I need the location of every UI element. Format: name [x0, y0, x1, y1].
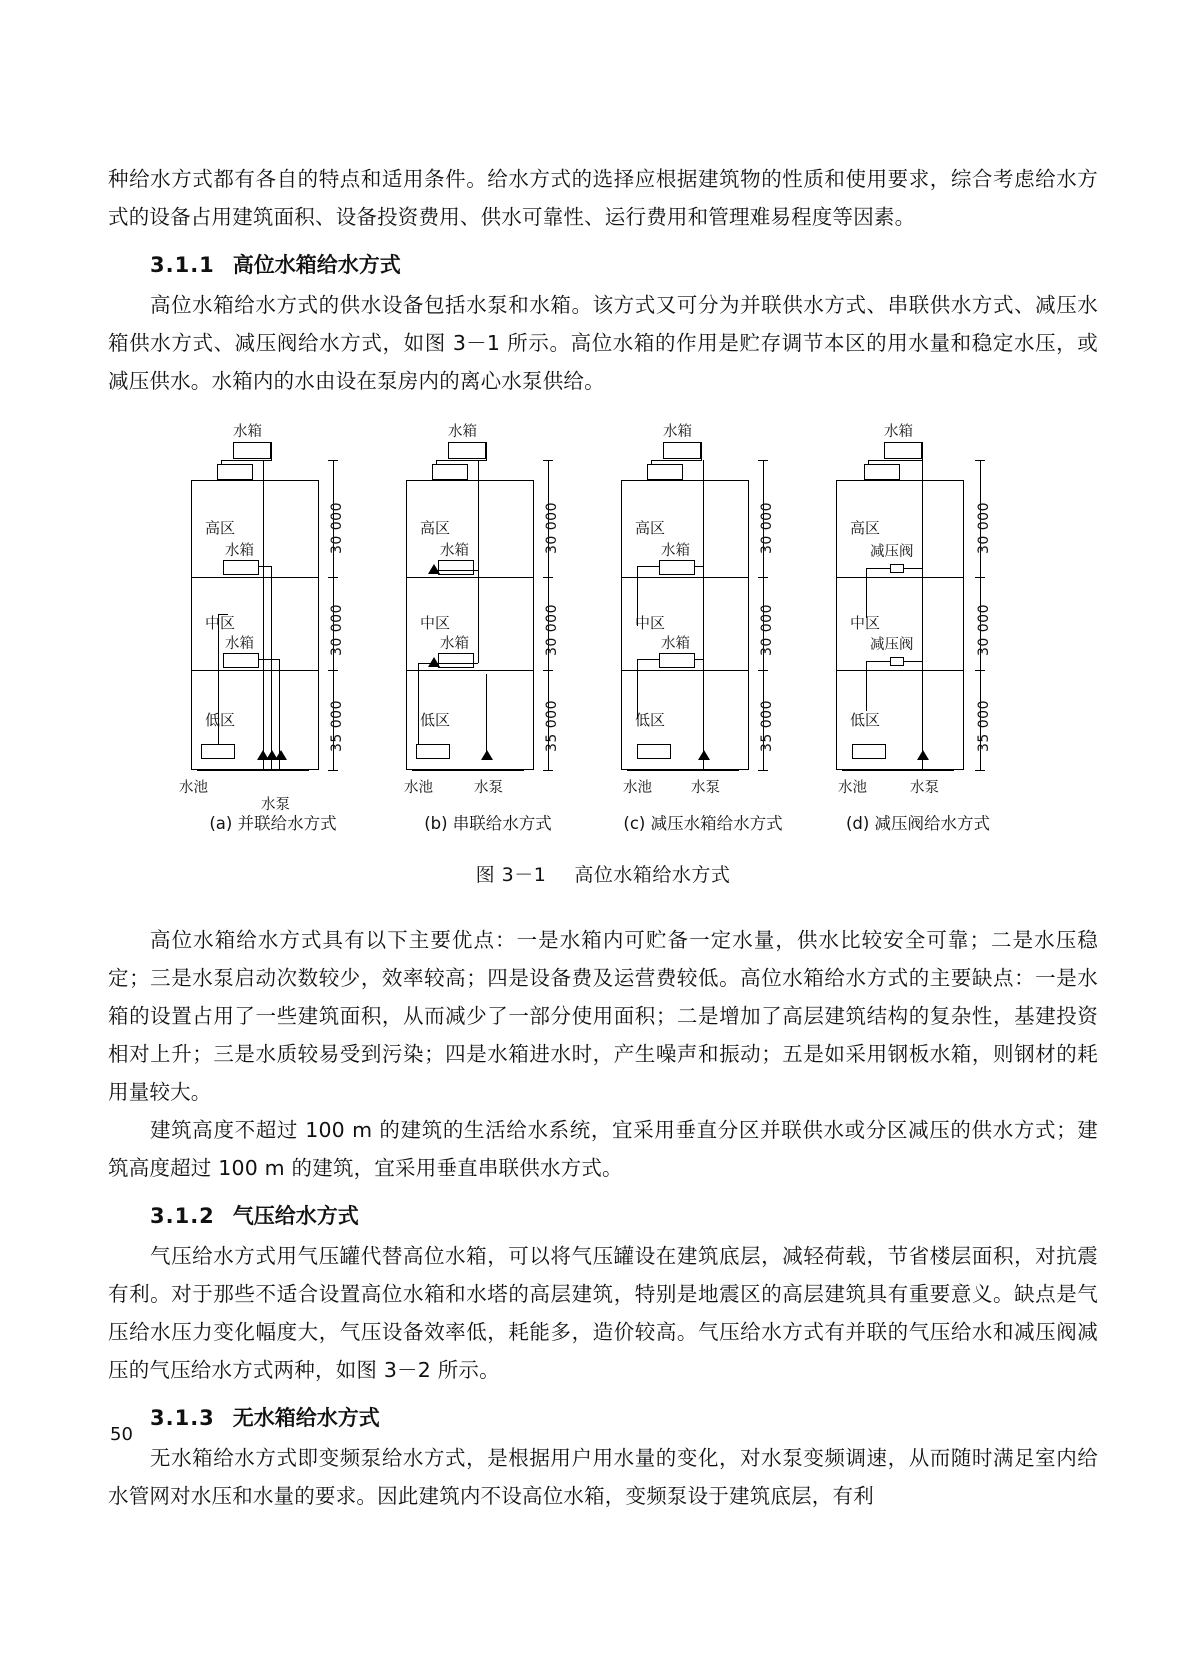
panel-b-conn-2 [434, 663, 478, 664]
panel-a-zone-mid: 中区 [205, 614, 236, 632]
panel-d-riser-1 [922, 460, 923, 770]
panel-b-line-1 [486, 442, 487, 460]
panel-d-dim-tick-4 [975, 770, 985, 771]
panel-b-tank-label-low: 水箱 [440, 632, 469, 653]
figure-caption-text: 高位水箱给水方式 [574, 864, 731, 886]
panel-c-pool [637, 744, 671, 759]
panel-a-zone-low: 低区 [205, 711, 236, 729]
panel-b-dim-2: 30 000 [544, 604, 560, 656]
panel-d-ground [842, 770, 954, 771]
figure-panel-c [603, 414, 803, 834]
panel-d-tank-below-roof [864, 464, 900, 480]
panel-c-tank-below-roof [647, 464, 683, 480]
panel-c-dim-tick-4 [758, 770, 768, 771]
panel-a-zone-high: 高区 [205, 519, 236, 537]
panel-a-caption: (a) 并联给水方式 [209, 814, 337, 833]
panel-c-caption: (c) 减压水箱给水方式 [623, 814, 783, 833]
panel-d-caption: (d) 减压阀给水方式 [845, 814, 991, 833]
panel-b-conn-3 [418, 663, 434, 664]
panel-b-riser-1 [478, 460, 479, 570]
panel-d-valve-label-mid: 减压阀 [870, 540, 914, 561]
panel-b-caption: (b) 串联给水方式 [424, 814, 552, 833]
panel-a-tank-low [223, 653, 259, 668]
panel-d-pump-label: 水泵 [910, 780, 939, 796]
panel-d-dim-3: 35 000 [976, 700, 992, 752]
panel-c-tank-low [659, 653, 695, 668]
panel-a-suction [218, 614, 219, 744]
heading-3-1-2 [108, 1197, 1098, 1235]
paragraph-tankless: 无水箱给水方式即变频泵给水方式，是根据用户用水量的变化，对水泵变频调速，从而随时满足室内给水管网对水压和水量的要求。因此建筑内不设高位水箱，变频泵设于建筑底层，有利 [108, 1446, 1098, 1508]
panel-c-drop-1 [637, 566, 638, 626]
heading-3-1-1 [108, 246, 1098, 284]
panel-a-line-2 [221, 460, 272, 461]
panel-d-valve-mid-left [866, 568, 890, 569]
panel-a-conn-1 [259, 566, 271, 567]
panel-c-pump [698, 750, 710, 760]
panel-d-line-1 [922, 442, 923, 460]
panel-d-valve-low [890, 657, 904, 666]
panel-a-dim-tick-4 [328, 770, 338, 771]
panel-c-drop-1-top [637, 566, 659, 567]
panel-a-tank-label-mid: 水箱 [225, 539, 254, 560]
figure-panel-a [173, 414, 373, 834]
panel-c-tank-label-low: 水箱 [661, 632, 690, 653]
panel-c-drop-2 [637, 659, 638, 719]
panel-b-dim-tick-4 [543, 770, 553, 771]
panel-a-pool [201, 744, 235, 759]
panel-a-suction-top [218, 614, 228, 615]
panel-b-floor-2 [406, 670, 534, 671]
panel-d-zone-mid: 中区 [850, 614, 881, 632]
panel-c-riser-1 [703, 460, 704, 770]
panel-d-floor-1 [836, 577, 964, 578]
panel-a-roof-tank [233, 442, 271, 459]
panel-a-conn-2 [259, 659, 279, 660]
panel-c-dim-1: 30 000 [759, 502, 775, 554]
figure-panel-d [818, 414, 1018, 834]
panel-d-valve-label-low: 减压阀 [870, 633, 914, 654]
paragraph-intro: 种给水方式都有各自的特点和适用条件。给水方式的选择应根据建筑物的性质和使用要求，综合考虑给水方式的设备占用建筑面积、设备投资费用、供水可靠性、运行费用和管理难易程度等因素。 [108, 167, 1098, 229]
panel-c-dim-2: 30 000 [759, 604, 775, 656]
panel-d-tank-top-label: 水箱 [884, 424, 913, 440]
panel-a-line-1 [271, 442, 272, 460]
panel-d-line-2 [868, 460, 923, 461]
panel-d-dim-tick-1 [975, 460, 985, 461]
panel-a-tank-label-low: 水箱 [225, 632, 254, 653]
page-number: 50 [110, 1424, 133, 1445]
panel-b-line-2 [436, 460, 487, 461]
heading-number: 3.1.2 [150, 1204, 215, 1228]
panel-a-dim-3: 35 000 [329, 700, 345, 752]
panel-b-roof-tank [448, 442, 486, 459]
panel-b-tank-label-mid: 水箱 [440, 539, 469, 560]
panel-a-dim-2: 30 000 [329, 604, 345, 656]
panel-d-valve-low-drop [866, 661, 867, 711]
panel-b-pump-label: 水泵 [474, 780, 503, 796]
figure-caption [108, 860, 1098, 887]
panel-b-dim-1: 30 000 [544, 502, 560, 554]
panel-a-tank-below-roof [217, 464, 253, 480]
panel-c-line-1 [701, 442, 702, 460]
panel-c-conn-1 [695, 566, 704, 567]
panel-b-pool [416, 744, 450, 759]
heading-number: 3.1.1 [150, 253, 215, 277]
panel-b-riser-2 [478, 570, 479, 663]
panel-b-floor-1 [406, 577, 534, 578]
panel-c-dim-tick-1 [758, 460, 768, 461]
panel-d-zone-low: 低区 [850, 711, 881, 729]
panel-c-floor-2 [621, 670, 749, 671]
paragraph-height-limits: 建筑高度不超过 100 m 的建筑的生活给水系统，宜采用垂直分区并联供水或分区减压的供水方式；建筑高度超过 100 m 的建筑，宜采用垂直串联供水方式。 [108, 1118, 1098, 1180]
panel-d-roof-tank [884, 442, 922, 459]
panel-c-line-2 [651, 460, 702, 461]
panel-c-pool-label: 水池 [623, 780, 652, 796]
panel-a-tank-top-label: 水箱 [233, 424, 262, 440]
panel-a-riser-2 [271, 566, 272, 770]
panel-c-ground [627, 770, 739, 771]
panel-d-dim-1: 30 000 [976, 502, 992, 554]
panel-a-tank-mid [223, 560, 259, 575]
panel-b-riser-3 [418, 663, 419, 745]
panel-d-floor-2 [836, 670, 964, 671]
panel-a-pump-3 [275, 750, 287, 760]
panel-d-pool [852, 744, 886, 759]
heading-text: 无水箱给水方式 [232, 1406, 380, 1430]
panel-c-tank-top-label: 水箱 [663, 424, 692, 440]
panel-b-pump-mid [428, 564, 440, 574]
panel-c-dim-3: 35 000 [759, 700, 775, 752]
panel-a-pump-label: 水泵 [261, 797, 290, 813]
panel-a-dim-tick-1 [328, 460, 338, 461]
panel-c-zone-mid: 中区 [635, 614, 666, 632]
paragraph-high-tank: 高位水箱给水方式的供水设备包括水泵和水箱。该方式又可分为并联供水方式、串联供水方式、减压水箱供水方式、减压阀给水方式，如图 3－1 所示。高位水箱的作用是贮存调节本区的用水量和稳定水压，或减压供水。水箱内的水由设在泵房内的离心水泵供给。 [108, 293, 1098, 393]
panel-d-valve-mid-drop [866, 568, 867, 618]
heading-3-1-3 [108, 1399, 1098, 1437]
figure-drawing [173, 414, 1033, 834]
panel-c-pump-label: 水泵 [691, 780, 720, 796]
figure-caption-number: 图 3－1 [475, 864, 547, 886]
panel-d-valve-low-right [904, 661, 922, 662]
paragraph-advantages: 高位水箱给水方式具有以下主要优点：一是水箱内可贮备一定水量，供水比较安全可靠；二是水压稳定；三是水泵启动次数较少，效率较高；四是设备费及运营费较低。高位水箱给水方式的主要缺点：一是水箱的设置占用了一些建筑面积，从而减少了一部分使用面积；二是增加了高层建筑结构的复杂性，基建投资相对上升；三是水质较易受到污染；四是水箱进水时，产生噪声和振动；五是如采用钢板水箱，则钢材的耗用量较大。 [108, 928, 1098, 1104]
heading-text: 高位水箱给水方式 [232, 253, 401, 277]
panel-b-zone-high: 高区 [420, 519, 451, 537]
panel-a-riser-1 [263, 460, 264, 770]
figure-3-1 [108, 414, 1098, 887]
panel-c-conn-2 [695, 659, 704, 660]
panel-b-pump-base [481, 750, 493, 760]
panel-d-valve-mid [890, 564, 904, 573]
panel-b-pool-label: 水池 [404, 780, 433, 796]
panel-b-dim-tick-1 [543, 460, 553, 461]
heading-text: 气压给水方式 [232, 1204, 359, 1228]
panel-b-riser-4 [486, 674, 487, 752]
paragraph-pneumatic: 气压给水方式用气压罐代替高位水箱，可以将气压罐设在建筑底层，减轻荷载，节省楼层面积，对抗震有利。对于那些不适合设置高位水箱和水塔的高层建筑，特别是地震区的高层建筑具有重要意义。缺点是气压给水压力变化幅度大，气压设备效率低，耗能多，造价较高。气压给水方式有并联的气压给水和减压阀减压的气压给水方式两种，如图 3－2 所示。 [108, 1244, 1098, 1382]
panel-a-ground [197, 770, 309, 771]
panel-c-floor-1 [621, 577, 749, 578]
panel-d-valve-mid-right [904, 568, 922, 569]
panel-c-roof-tank [663, 442, 701, 459]
panel-b-ground [412, 770, 524, 771]
panel-c-tank-label-mid: 水箱 [661, 539, 690, 560]
panel-c-zone-high: 高区 [635, 519, 666, 537]
heading-number: 3.1.3 [150, 1406, 215, 1430]
panel-d-dim-2: 30 000 [976, 604, 992, 656]
panel-b-tank-low [438, 653, 474, 668]
panel-b-tank-mid [438, 560, 474, 575]
panel-b-dim-3: 35 000 [544, 700, 560, 752]
panel-b-pump-low [428, 657, 440, 667]
page-content [108, 160, 1098, 1515]
panel-b-zone-low: 低区 [420, 711, 451, 729]
panel-c-drop-2-top [637, 659, 659, 660]
panel-b-zone-mid: 中区 [420, 614, 451, 632]
panel-d-valve-low-left [866, 661, 890, 662]
panel-a-dim-1: 30 000 [329, 502, 345, 554]
panel-a-floor-2 [191, 670, 319, 671]
panel-d-pump [917, 750, 929, 760]
panel-a-pool-label: 水池 [179, 780, 208, 796]
panel-d-pool-label: 水池 [838, 780, 867, 796]
figure-panel-b [388, 414, 588, 834]
panel-b-tank-top-label: 水箱 [448, 424, 477, 440]
panel-d-zone-high: 高区 [850, 519, 881, 537]
panel-c-zone-low: 低区 [635, 711, 666, 729]
panel-b-conn-1 [434, 570, 478, 571]
panel-c-tank-mid [659, 560, 695, 575]
panel-a-floor-1 [191, 577, 319, 578]
panel-b-tank-below-roof [432, 464, 468, 480]
